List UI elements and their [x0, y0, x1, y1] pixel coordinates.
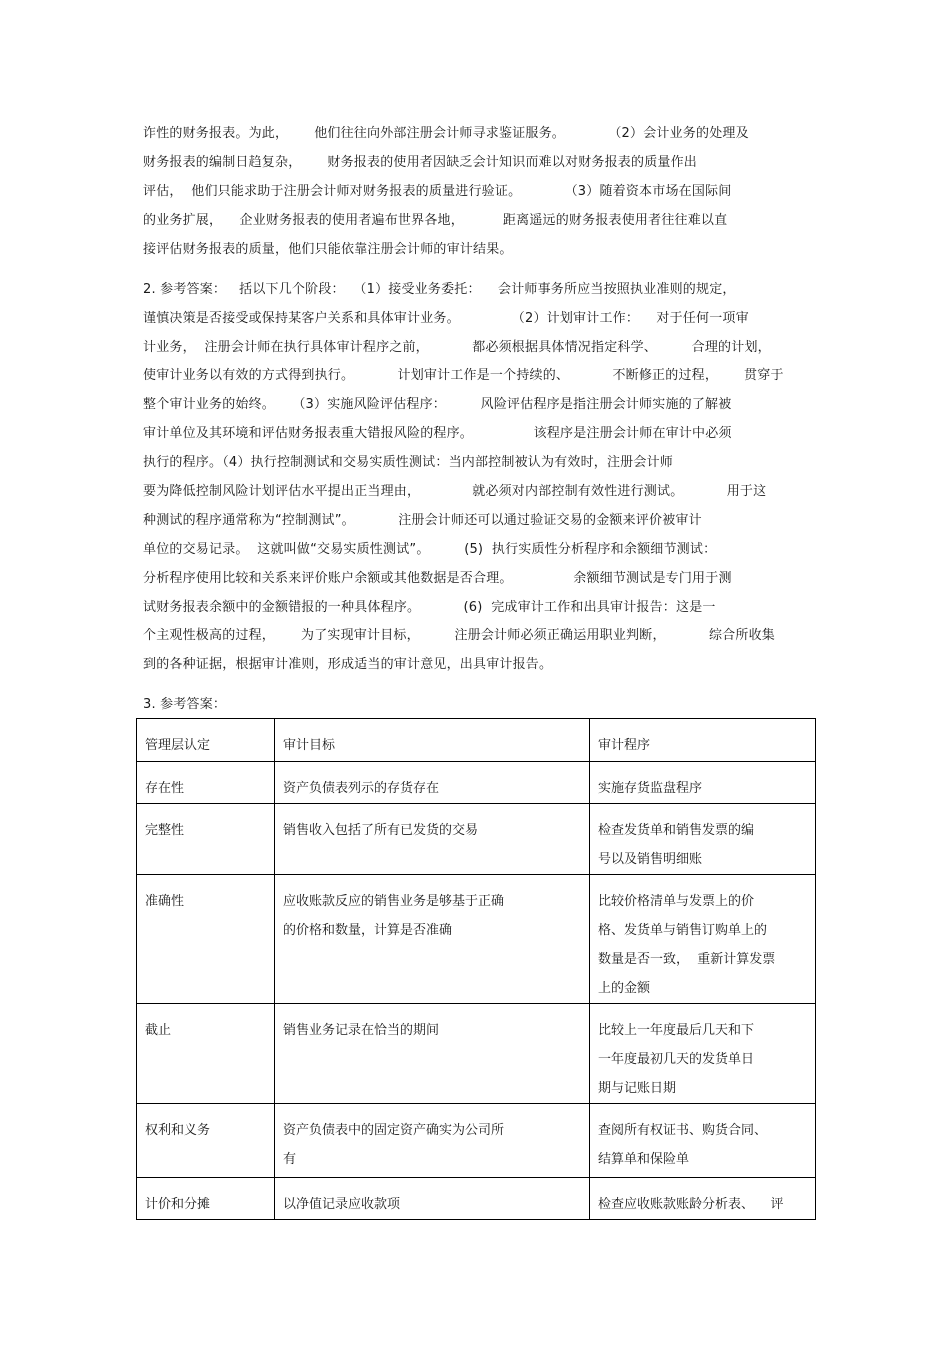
header-procedure: 审计程序 [590, 719, 816, 762]
cell-assertion: 计价和分摊 [137, 1178, 275, 1220]
cell-assertion: 准确性 [137, 875, 275, 1004]
audit-table [136, 718, 816, 1220]
cell-procedure: 比较价格清单与发票上的价 格、发货单与销售订购单上的 数量是否一致， 重新计算发票 上的金额 [590, 875, 816, 1004]
cell-assertion: 权利和义务 [137, 1104, 275, 1178]
text-line: 到的各种证据，根据审计准则，形成适当的审计意见，出具审计报告。 [143, 657, 553, 672]
table-row [137, 1178, 816, 1220]
text-line: 诈性的财务报表。为此， 他们往往向外部注册会计师寻求鉴证服务。 （2）会计业务的处理及 [143, 126, 749, 141]
table-row [137, 1104, 816, 1178]
cell-assertion: 完整性 [137, 804, 275, 875]
cell-objective: 应收账款反应的销售业务是够基于正确 的价格和数量，计算是否准确 [275, 875, 590, 1004]
text-line: 种测试的程序通常称为“控制测试”。 注册会计师还可以通过验证交易的金额来评价被审计 [143, 513, 702, 528]
cell-procedure: 查阅所有权证书、购货合同、 结算单和保险单 [590, 1104, 816, 1178]
cell-objective: 资产负债表中的固定资产确实为公司所 有 [275, 1104, 590, 1178]
cell-procedure: 检查发货单和销售发票的编 号以及销售明细账 [590, 804, 816, 875]
text-line: 试财务报表余额中的金额错报的一种具体程序。 (6) 完成审计工作和出具审计报告：这是一 [143, 600, 716, 615]
cell-procedure: 比较上一年度最后几天和下 一年度最初几天的发货单日 期与记账日期 [590, 1004, 816, 1104]
text-line: 接评估财务报表的质量，他们只能依靠注册会计师的审计结果。 [143, 242, 513, 257]
answer-3-label: 3. 参考答案： [143, 697, 227, 712]
cell-procedure: 检查应收账款账龄分析表、 评 [590, 1178, 816, 1220]
text-line: 整个审计业务的始终。 （3）实施风险评估程序： 风险评估程序是指注册会计师实施的了解被 [143, 397, 732, 412]
text-line: 单位的交易记录。 这就叫做“交易实质性测试”。 (5) 执行实质性分析程序和余额细节测试： [143, 542, 717, 557]
cell-assertion: 存在性 [137, 762, 275, 804]
cell-objective: 销售业务记录在恰当的期间 [275, 1004, 590, 1104]
cell-objective: 资产负债表列示的存货存在 [275, 762, 590, 804]
text-line: 审计单位及其环境和评估财务报表重大错报风险的程序。 该程序是注册会计师在审计中必须 [143, 426, 732, 441]
table-row [137, 1004, 816, 1104]
table-row [137, 762, 816, 804]
header-assertion: 管理层认定 [137, 719, 275, 762]
text-line: 计业务， 注册会计师在执行具体审计程序之前， 都必须根据具体情况指定科学、 合理的计划， [143, 340, 771, 355]
cell-assertion: 截止 [137, 1004, 275, 1104]
text-line: 个主观性极高的过程， 为了实现审计目标， 注册会计师必须正确运用职业判断， 综合所收集 [143, 628, 775, 643]
table-row [137, 804, 816, 875]
text-line: 使审计业务以有效的方式得到执行。 计划审计工作是一个持续的、 不断修正的过程， 贯穿于 [143, 368, 784, 383]
text-line: 评估， 他们只能求助于注册会计师对财务报表的质量进行验证。 （3）随着资本市场在国际间 [143, 184, 732, 199]
text-line: 财务报表的编制日趋复杂， 财务报表的使用者因缺乏会计知识而难以对财务报表的质量作出 [143, 155, 697, 170]
text-line: 要为降低控制风险计划评估水平提出正当理由， 就必须对内部控制有效性进行测试。 用于这 [143, 484, 767, 499]
table-row [137, 875, 816, 1004]
cell-objective: 以净值记录应收款项 [275, 1178, 590, 1220]
header-objective: 审计目标 [275, 719, 590, 762]
text-line: 谨慎决策是否接受或保持某客户关系和具体审计业务。 （2）计划审计工作： 对于任何一项审 [143, 311, 749, 326]
text-line: 执行的程序。（4）执行控制测试和交易实质性测试：当内部控制被认为有效时，注册会计师 [143, 455, 673, 470]
text-line: 2. 参考答案： 括以下几个阶段： （1）接受业务委托： 会计师事务所应当按照执业准则的规定， [143, 282, 736, 297]
text-line: 分析程序使用比较和关系来评价账户余额或其他数据是否合理。 余额细节测试是专门用于测 [143, 571, 732, 586]
cell-objective: 销售收入包括了所有已发货的交易 [275, 804, 590, 875]
table-header-row [137, 719, 816, 762]
text-line: 的业务扩展， 企业财务报表的使用者遍布世界各地， 距离遥远的财务报表使用者往往难以直 [143, 213, 728, 228]
cell-procedure: 实施存货监盘程序 [590, 762, 816, 804]
